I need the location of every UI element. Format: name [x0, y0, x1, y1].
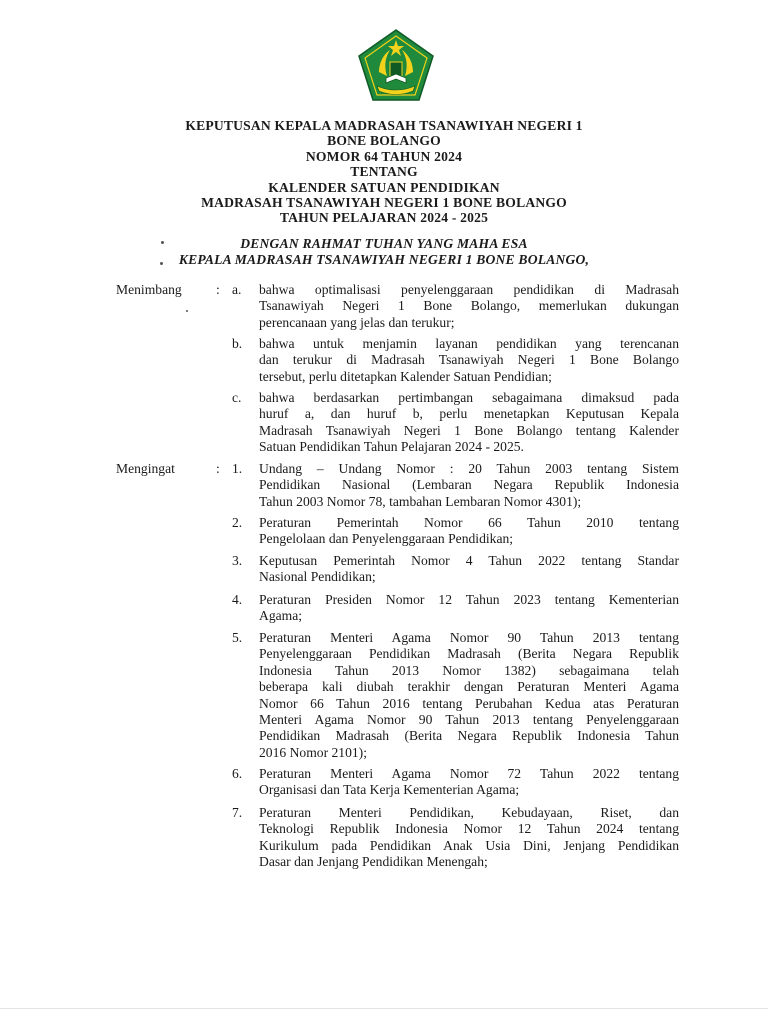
opening-line-1: DENGAN RAHMAT TUHAN YANG MAHA ESA — [240, 236, 528, 251]
mengingat-marker-4: 4. — [232, 592, 243, 607]
title-line-2: BONE BOLANGO — [327, 133, 441, 149]
text-line: Tahun 2003 Nomor 78, tambahan Lembaran Nomor 4301); — [259, 493, 582, 509]
mengingat-item-3 — [259, 553, 679, 586]
mengingat-colon: : — [216, 461, 220, 476]
text-line: Agama; — [259, 608, 303, 624]
text-line: dan terukur di Madrasah Tsanawiyah Negeri 1 Bone Bolango — [259, 352, 679, 368]
scan-edge — [0, 1008, 768, 1009]
mengingat-item-1 — [259, 461, 679, 510]
text-line: Peraturan Pemerintah Nomor 66 Tahun 2010 tentang — [259, 515, 679, 530]
text-line: tersebut, perlu ditetapkan Kalender Satuan Pendidian; — [259, 368, 552, 384]
opening-line-2: KEPALA MADRASAH TSANAWIYAH NEGERI 1 BONE BOLANGO, — [178, 252, 590, 267]
text-line: Pengelolaan dan Penyelenggaraan Pendidikan; — [259, 531, 514, 547]
text-line: beberapa kali diubah terakhir dengan Peraturan Menteri Agama — [259, 679, 679, 695]
menimbang-colon: : — [216, 282, 220, 297]
text-line: Teknologi Republik Indonesia Nomor 12 Tahun 2024 tentang — [259, 821, 679, 837]
scan-speck — [161, 241, 164, 244]
text-line: Pendidikan Madrasah (Berita Negara Republik Indonesia Tahun — [259, 728, 679, 744]
text-line: Penyelenggaraan Pendidikan Madrasah (Berita Negara Republik — [259, 646, 679, 662]
text-line: Peraturan Menteri Agama Nomor 72 Tahun 2022 tentang — [259, 766, 679, 781]
mengingat-marker-1: 1. — [232, 461, 243, 476]
text-line: bahwa untuk menjamin layanan pendidikan yang terencanan — [259, 336, 679, 351]
text-line: Menteri Agama Nomor 90 Tahun 2013 tentang Penyelenggaraan — [259, 712, 679, 728]
text-line: Nasional Pendidikan; — [259, 569, 376, 585]
mengingat-item-4 — [259, 592, 679, 625]
text-line: Tsanawiyah Negeri 1 Bone Bolango, memerlukan dukungan — [259, 298, 679, 314]
menimbang-item-c — [259, 390, 679, 456]
text-line: Peraturan Presiden Nomor 12 Tahun 2023 tentang Kementerian — [259, 592, 679, 607]
text-line: 2016 Nomor 2101); — [259, 744, 367, 760]
text-line: Organisasi dan Tata Kerja Kementerian Agama; — [259, 782, 520, 798]
menimbang-marker-b: b. — [232, 336, 243, 351]
menimbang-item-a — [259, 282, 679, 331]
text-line: bahwa berdasarkan pertimbangan sebagaimana dimaksud pada — [259, 390, 679, 405]
mengingat-marker-3: 3. — [232, 553, 243, 568]
text-line: Indonesia Tahun 2013 Nomor 1382) sebagaimana telah — [259, 662, 679, 678]
mengingat-marker-5: 5. — [232, 630, 243, 645]
mengingat-item-7 — [259, 805, 679, 871]
text-line: Peraturan Menteri Agama Nomor 90 Tahun 2013 tentang — [259, 630, 679, 645]
title-line-3: NOMOR 64 TAHUN 2024 — [305, 148, 463, 164]
title-line-5: KALENDER SATUAN PENDIDIKAN — [268, 179, 500, 195]
scan-speck — [160, 262, 163, 265]
mengingat-item-2 — [259, 515, 679, 548]
kemenag-logo-icon — [357, 28, 435, 102]
text-line: Peraturan Menteri Pendidikan, Kebudayaan, Riset, dan — [259, 805, 679, 820]
scan-speck — [186, 310, 188, 312]
mengingat-marker-6: 6. — [232, 766, 243, 781]
title-line-7: TAHUN PELAJARAN 2024 - 2025 — [279, 210, 489, 226]
menimbang-marker-a: a. — [232, 282, 242, 297]
title-line-1: KEPUTUSAN KEPALA MADRASAH TSANAWIYAH NEGERI 1 — [185, 118, 583, 133]
decree-title — [0, 118, 768, 226]
text-line: huruf a, dan huruf b, perlu menetapkan Keputusan Kepala — [259, 406, 679, 422]
mengingat-marker-7: 7. — [232, 805, 243, 820]
mengingat-item-5 — [259, 630, 679, 761]
title-line-4: TENTANG — [350, 164, 418, 180]
text-line: bahwa optimalisasi penyelenggaraan pendidikan di Madrasah — [259, 282, 679, 297]
menimbang-marker-c: c. — [232, 390, 242, 405]
text-line: perencanaan yang jelas dan terukur; — [259, 314, 455, 330]
text-line: Undang – Undang Nomor : 20 Tahun 2003 tentang Sistem — [259, 461, 679, 476]
opening-formula — [0, 236, 768, 268]
text-line: Satuan Pendidikan Tahun Pelajaran 2024 - 2025. — [259, 439, 524, 455]
title-line-6: MADRASAH TSANAWIYAH NEGERI 1 BONE BOLANGO — [201, 195, 567, 211]
text-line: Keputusan Pemerintah Nomor 4 Tahun 2022 tentang Standar — [259, 553, 679, 568]
mengingat-label: Mengingat — [116, 461, 175, 476]
text-line: Pendidikan Nasional (Lembaran Negara Republik Indonesia — [259, 477, 679, 493]
text-line: Nomor 66 Tahun 2016 tentang Perubahan Kedua atas Peraturan — [259, 695, 679, 711]
menimbang-item-b — [259, 336, 679, 385]
text-line: Kurikulum pada Pendidikan Anak Usia Dini, Jenjang Pendidikan — [259, 837, 679, 853]
text-line: Madrasah Tsanawiyah Negeri 1 Bone Bolango tentang Kalender — [259, 422, 679, 438]
text-line: Dasar dan Jenjang Pendidikan Menengah; — [259, 854, 488, 870]
menimbang-label: Menimbang — [116, 282, 182, 297]
mengingat-item-6 — [259, 766, 679, 799]
mengingat-marker-2: 2. — [232, 515, 243, 530]
